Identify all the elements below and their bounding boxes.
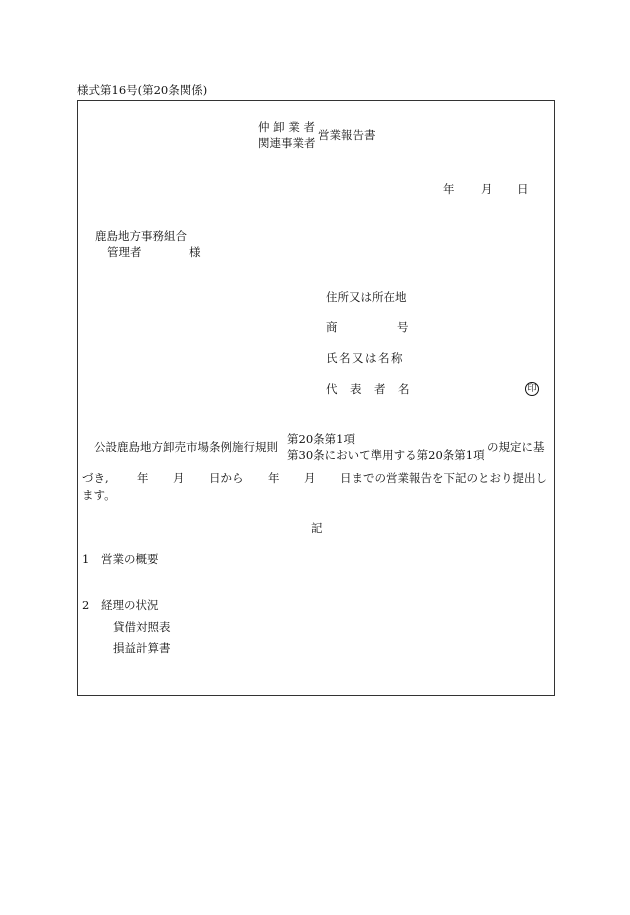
date-year: 年 [443,182,455,196]
form-number: 様式第16号(第20条関係) [77,83,208,97]
body-line2-month2: 月 [304,471,316,485]
body-suffix: の規定に基 [487,440,545,454]
body-line2-year2: 年 [268,471,280,485]
section-1-title: 営業の概要 [101,552,159,566]
section-1-number: 1 [82,552,90,566]
body-line2-a: づき, [82,471,109,485]
section-2-item: 損益計算書 [113,641,171,655]
applicant-rep-label-3: 者 [374,382,386,396]
applicant-rep-label-4: 名 [398,382,410,396]
applicant-name-label: 氏名又は名称 [326,351,404,365]
section-2-item: 貸借対照表 [113,620,171,634]
date-month: 月 [481,182,493,196]
body-line2-year1: 年 [137,471,149,485]
body-article-a: 第20条第1項 [287,432,355,446]
title-suffix: 営業報告書 [318,128,376,142]
addressee-honorific: 様 [189,245,201,259]
body-line2-from: 日から [209,471,244,485]
title-stacked-bottom: 関連事業者 [258,136,316,150]
body-article-b: 第30条において準用する第20条第1項 [287,448,485,462]
body-regulation: 公設鹿島地方卸売市場条例施行規則 [94,440,278,454]
seal-icon: 印 [525,382,539,396]
section-2-title: 経理の状況 [101,598,159,612]
title-stacked-top: 仲 卸 業 者 [258,120,315,134]
section-2-number: 2 [82,598,90,612]
body-line2-rest: 日までの営業報告を下記のとおり提出し [340,471,547,485]
applicant-trade-name-label-1: 商 [326,320,338,334]
applicant-rep-label-2: 表 [350,382,362,396]
applicant-address-label: 住所又は所在地 [326,290,407,304]
body-line3: ます。 [82,488,116,502]
ki-heading: 記 [311,521,323,535]
addressee-role: 管理者 [107,245,142,259]
addressee-organization: 鹿島地方事務組合 [95,229,187,243]
applicant-trade-name-label-2: 号 [397,320,409,334]
body-line2-month1: 月 [173,471,185,485]
applicant-rep-label-1: 代 [326,382,338,396]
date-day: 日 [517,182,529,196]
seal-mark [525,382,539,396]
